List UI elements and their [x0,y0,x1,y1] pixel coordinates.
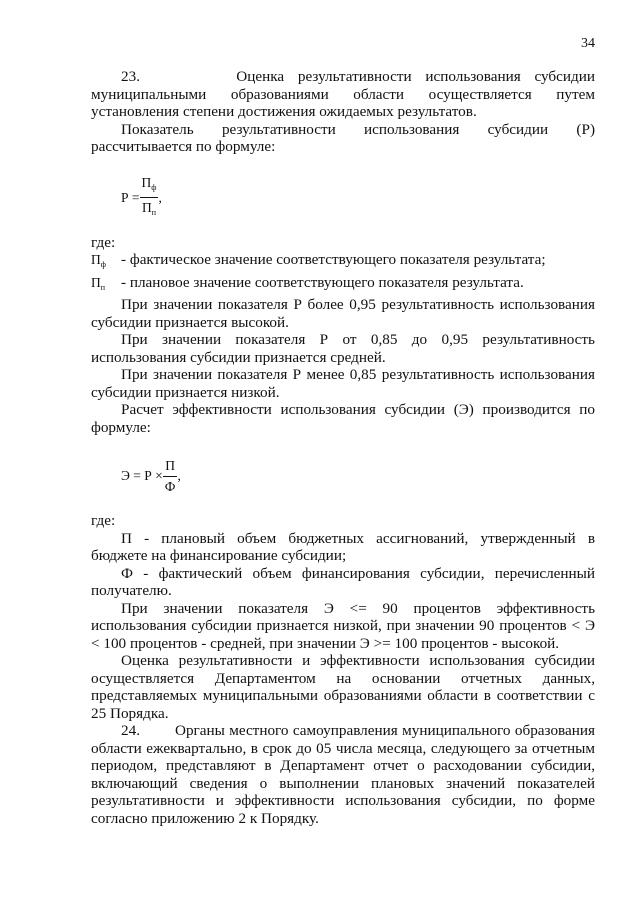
paragraph-assessment: Оценка результативности и эффективности использования субсидии осуществляется Департаментом на основании отчетных данных, представляемых муниципальными образованиями области в соответствии с 25 Порядка. [91,652,595,722]
paragraph-e-calc: Расчет эффективности использования субсидии (Э) производится по формуле: [91,401,595,436]
definition-f: Ф - фактический объем финансирования субсидии, перечисленный получателю. [91,564,595,599]
symbol-pp: $П_п$ [91,274,106,292]
document-body [91,68,595,827]
paragraph-low: При значении показателя Р менее 0,85 результативность использования субсидии признается низкой. [91,366,595,401]
symbol-pf: $П_ф$ [91,252,106,269]
paragraph-efficiency: При значении показателя Э <= 90 процентов эффективность использования субсидии признается низкой, при значении 90 процентов < Э < 100 процентов - средней, при значении Э >= 100 процентов - высокой. [91,599,595,652]
fraction-denominator: $П_п$ [140,197,158,222]
formula-lhs: Э = Р × [121,468,163,484]
where-label: где: [91,233,116,251]
formula-result [121,172,595,224]
definition-plan: $П_п$ - плановое значение соответствующего показателя результата. [91,274,595,297]
formula-tail: , [177,468,181,484]
formula-tail: , [158,189,162,205]
fraction-denominator: Ф [163,476,178,496]
fraction-numerator: $П_ф$ [141,174,157,192]
definition-p: П - плановый объем бюджетных ассигнований, утвержденный в бюджете на финансирование субсидии; [91,529,595,564]
paragraph-r-calc: Показатель результативности использования субсидии (Р) рассчитывается по формуле: [91,120,595,155]
fraction [140,174,162,222]
paragraph-24: 24. Органы местного самоуправления муниципального образования области ежеквартально, в срок до 05 числа месяца, следующего за отчетным периодом, представляют в Департамент отчет о расходовании субсидии, включающий сведения о выполнении плановых значений показателей результативности и эффективности использования субсидии, по форме согласно приложению 2 к Порядку. [91,722,595,827]
formula-lhs: Р = [121,189,140,205]
paragraph-high: При значении показателя Р более 0,95 результативность использования субсидии признается высокой. [91,296,595,331]
page-number: 34 [581,36,595,51]
fraction-numerator: П [165,458,175,473]
where-label: где: [91,512,116,529]
paragraph-23: 23. Оценка результативности использования субсидии муниципальными образованиями области осуществляется путем установления степени достижения ожидаемых результатов. [91,68,595,120]
paragraph-mid: При значении показателя Р от 0,85 до 0,95 результативность использования субсидии признается средней. [91,331,595,366]
formula-efficiency [121,450,595,502]
fraction [163,457,181,495]
definition-fact: $П_ф$ - фактическое значение соответствующего показателя результата; [91,251,595,274]
